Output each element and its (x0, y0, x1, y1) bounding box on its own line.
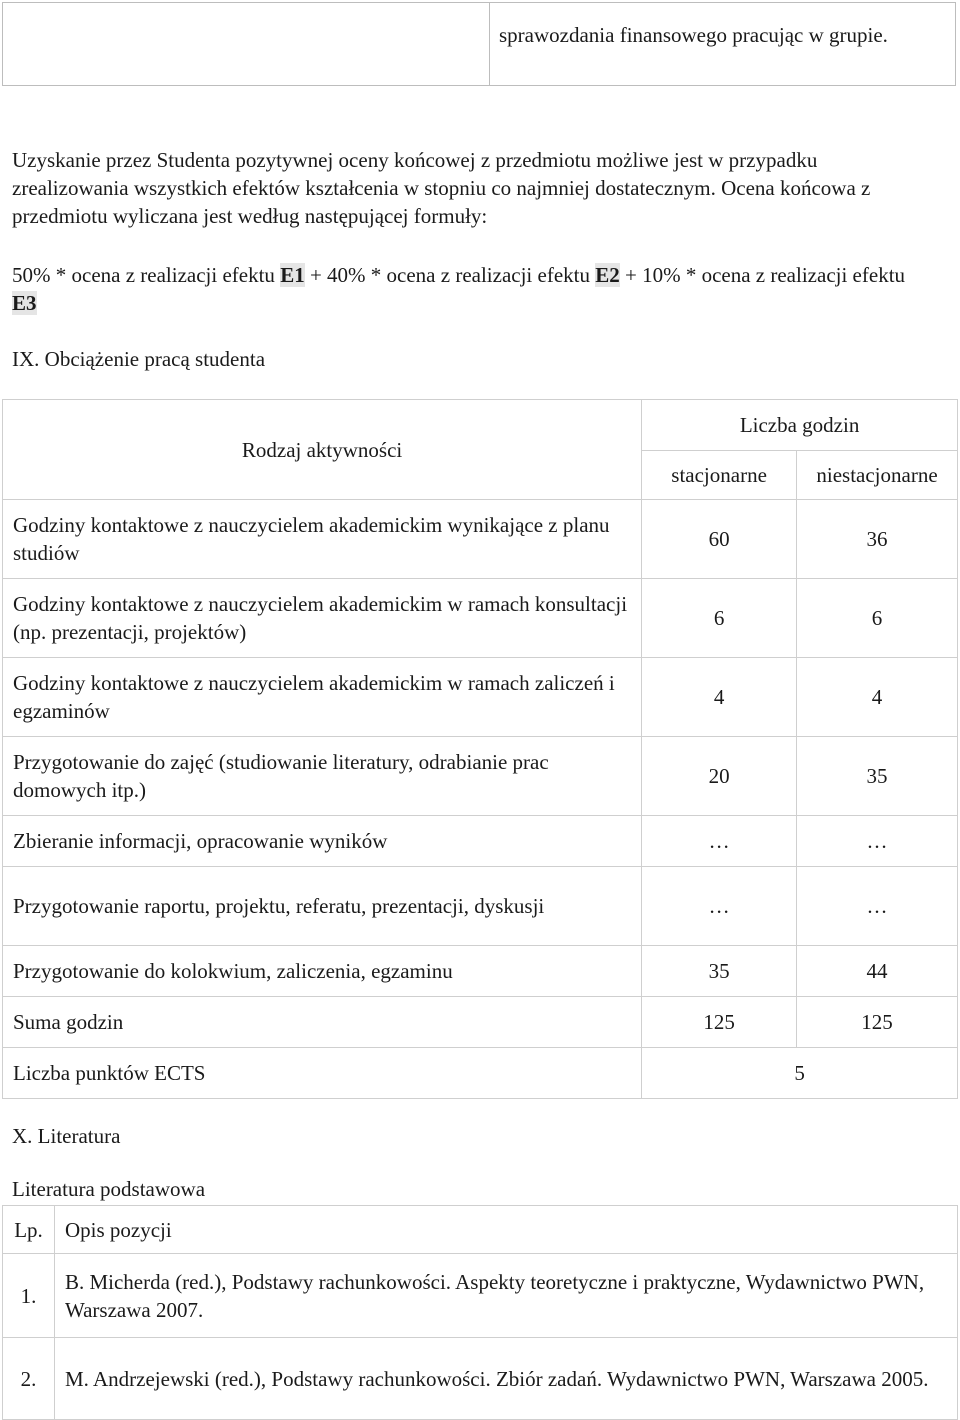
item-description: B. Micherda (red.), Podstawy rachunkowości. Aspekty teoretyczne i praktyczne, Wydawnictwo PWN, Warszawa 2007. (54, 1254, 957, 1338)
formula-part-1: 50% * ocena z realizacji efektu (12, 263, 281, 287)
hours-full-time: 4 (642, 658, 797, 737)
sum-label: Suma godzin (3, 997, 642, 1048)
hours-part-time: 44 (797, 946, 958, 997)
hours-part-time: 4 (797, 658, 958, 737)
hours-part-time: … (797, 867, 958, 946)
ects-value: 5 (642, 1048, 958, 1099)
activity-label: Zbieranie informacji, opracowanie wyników (3, 816, 642, 867)
list-item (3, 1254, 958, 1338)
activity-label: Przygotowanie raportu, projektu, referatu, prezentacji, dyskusji (3, 867, 642, 946)
table-row (3, 737, 958, 816)
workload-heading: IX. Obciążenie pracą studenta (12, 347, 266, 371)
hours-full-time: 35 (642, 946, 797, 997)
activity-label: Godziny kontaktowe z nauczycielem akademickim wynikające z planu studiów (3, 500, 642, 579)
previous-table-fragment (2, 2, 956, 86)
formula-part-2: + 40% * ocena z realizacji efektu (304, 263, 596, 287)
hours-part-time: … (797, 816, 958, 867)
effect-e2: E2 (595, 263, 620, 287)
col-desc-header: Opis pozycji (54, 1206, 957, 1254)
table-row (3, 579, 958, 658)
col-lp-header: Lp. (3, 1206, 55, 1254)
activity-label: Przygotowanie do zajęć (studiowanie literatury, odrabianie prac domowych itp.) (3, 737, 642, 816)
activity-label: Przygotowanie do kolokwium, zaliczenia, egzaminu (3, 946, 642, 997)
workload-table (2, 399, 958, 1099)
table-row (3, 658, 958, 737)
sum-part-time: 125 (797, 997, 958, 1048)
literature-table (2, 1205, 958, 1420)
list-item (3, 1338, 958, 1420)
sum-full-time: 125 (642, 997, 797, 1048)
assessment-formula (12, 261, 912, 317)
top-cell-text: sprawozdania finansowego pracując w grupie. (499, 23, 888, 47)
table-row (3, 500, 958, 579)
effect-e1: E1 (280, 263, 305, 287)
item-description: M. Andrzejewski (red.), Podstawy rachunkowości. Zbiór zadań. Wydawnictwo PWN, Warszawa 2005. (54, 1338, 957, 1420)
col-activity-header: Rodzaj aktywności (3, 400, 642, 500)
hours-full-time: 60 (642, 500, 797, 579)
hours-full-time: … (642, 867, 797, 946)
hours-full-time: 6 (642, 579, 797, 658)
col-part-time-header: niestacjonarne (797, 451, 958, 500)
hours-full-time: 20 (642, 737, 797, 816)
hours-part-time: 36 (797, 500, 958, 579)
table-row (3, 867, 958, 946)
table-row (3, 946, 958, 997)
hours-part-time: 35 (797, 737, 958, 816)
literature-heading: X. Literatura (12, 1124, 121, 1148)
col-hours-header: Liczba godzin (642, 400, 958, 451)
item-number: 1. (3, 1254, 55, 1338)
literature-subheading: Literatura podstawowa (12, 1177, 206, 1201)
column-divider (489, 3, 490, 85)
activity-label: Godziny kontaktowe z nauczycielem akademickim w ramach konsultacji (np. prezentacji, projektów) (3, 579, 642, 658)
col-full-time-header: stacjonarne (642, 451, 797, 500)
ects-row (3, 1048, 958, 1099)
table-row (3, 816, 958, 867)
hours-full-time: … (642, 816, 797, 867)
sum-row (3, 997, 958, 1048)
formula-part-3: + 10% * ocena z realizacji efektu (619, 263, 906, 287)
assessment-text: Uzyskanie przez Studenta pozytywnej oceny końcowej z przedmiotu możliwe jest w przypadku zrealizowania wszystkich efektów kształcenia w stopniu co najmniej dostatecznym. Ocena końcowa z przedmiotu wyliczana jest według następującej formuły: (12, 148, 871, 228)
activity-label: Godziny kontaktowe z nauczycielem akademickim w ramach zaliczeń i egzaminów (3, 658, 642, 737)
effect-e3: E3 (12, 291, 37, 315)
item-number: 2. (3, 1338, 55, 1420)
ects-label: Liczba punktów ECTS (3, 1048, 642, 1099)
hours-part-time: 6 (797, 579, 958, 658)
